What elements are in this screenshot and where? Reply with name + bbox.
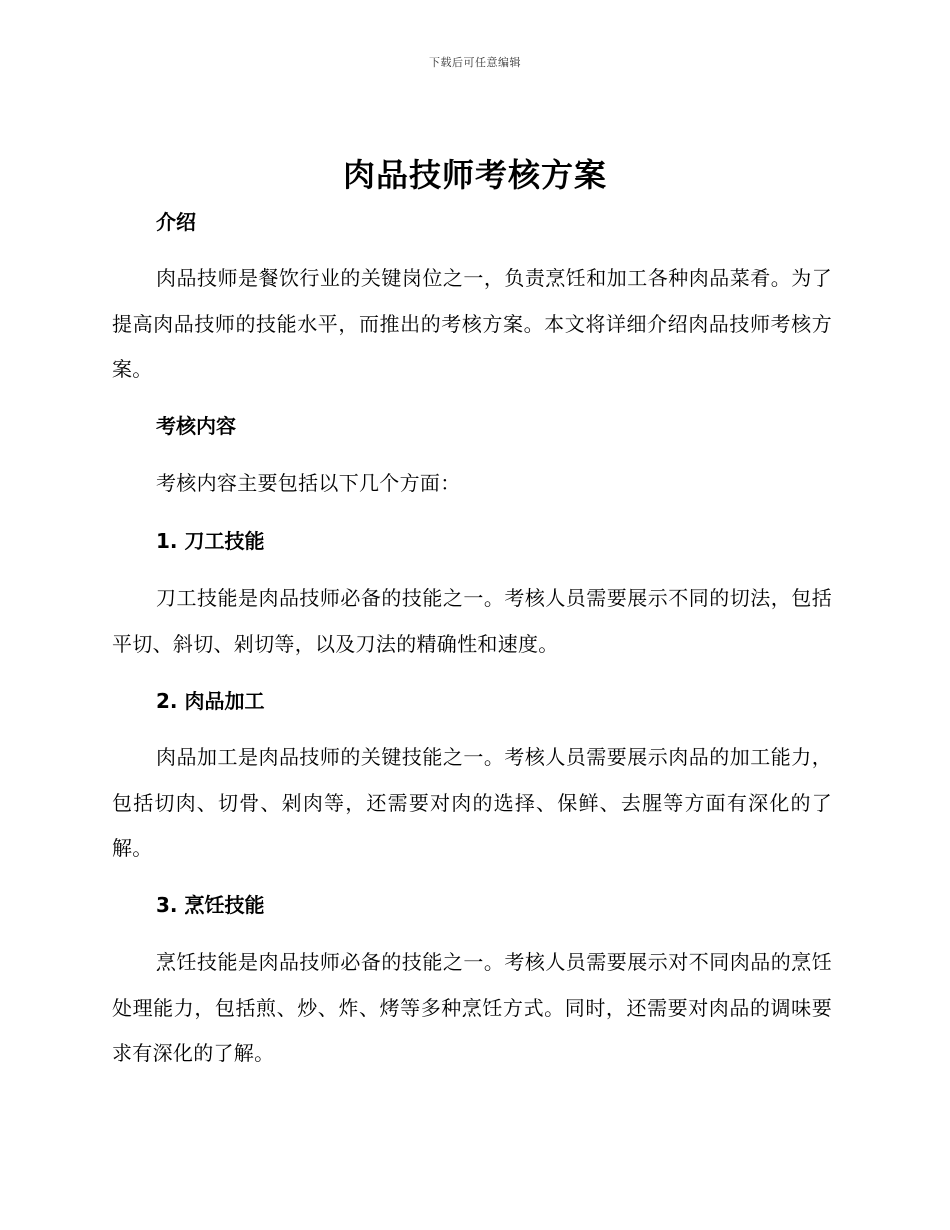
section-2-paragraph: 肉品加工是肉品技师的关键技能之一。考核人员需要展示肉品的加工能力，包括切肉、切骨、剁肉等，还需要对肉的选择、保鲜、去腥等方面有深化的了解。 (112, 745, 832, 860)
header-watermark: 下载后可任意编辑 (429, 56, 521, 69)
content-heading: 考核内容 (156, 414, 236, 438)
section-1-paragraph: 刀工技能是肉品技师必备的技能之一。考核人员需要展示不同的切法，包括平切、斜切、剁切等，以及刀法的精确性和速度。 (112, 586, 832, 656)
section-1-heading: 1. 刀工技能 (156, 529, 265, 553)
section-3-paragraph: 烹饪技能是肉品技师必备的技能之一。考核人员需要展示对不同肉品的烹饪处理能力，包括煎、炒、炸、烤等多种烹饪方式。同时，还需要对肉品的调味要求有深化的了解。 (112, 950, 832, 1065)
intro-heading: 介绍 (156, 210, 196, 234)
page-title: 肉品技师考核方案 (342, 156, 607, 194)
section-3-heading: 3. 烹饪技能 (156, 893, 265, 917)
intro-paragraph: 肉品技师是餐饮行业的关键岗位之一，负责烹饪和加工各种肉品菜肴。为了提高肉品技师的技能水平，而推出的考核方案。本文将详细介绍肉品技师考核方案。 (112, 266, 832, 381)
content-paragraph: 考核内容主要包括以下几个方面： (156, 471, 461, 495)
section-2-heading: 2. 肉品加工 (156, 689, 265, 713)
